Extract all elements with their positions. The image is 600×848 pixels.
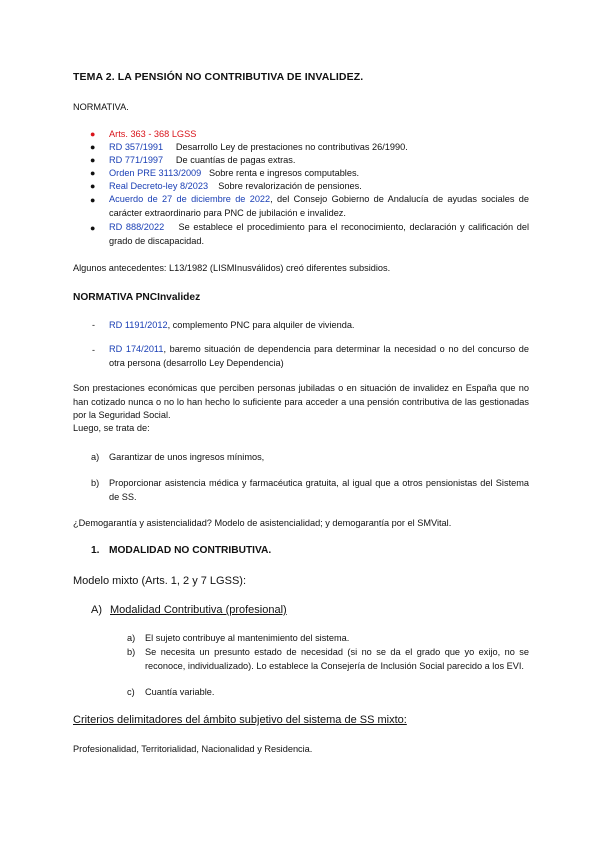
bullet-marker: ● <box>90 195 96 205</box>
bullet-marker: ● <box>90 142 96 152</box>
bullet-text: , del Consejo Gobierno de Andalucía de ayudas sociales de carácter extraordinario para PNC de jubilación e invalidez. <box>109 194 529 218</box>
criterios-list: Profesionalidad, Territorialidad, Nacionalidad y Residencia. <box>73 744 313 754</box>
link-real-decreto-ley-8-2023[interactable]: Real Decreto-ley 8/2023 <box>109 181 209 191</box>
subsection-marker: A) <box>91 604 102 616</box>
sub-marker: c) <box>127 687 135 697</box>
dash-marker: - <box>92 345 95 355</box>
bullet-item <box>109 181 362 191</box>
bullet-text: De cuantías de pagas extras. <box>175 155 296 165</box>
dash-marker: - <box>92 320 95 330</box>
bullet-marker: ● <box>90 181 96 191</box>
sub-marker: b) <box>127 647 136 657</box>
section-title: MODALIDAD NO CONTRIBUTIVA. <box>109 545 272 556</box>
bullet-text: Sobre renta e ingresos computables. <box>208 168 360 178</box>
bullet-marker: ● <box>90 223 96 233</box>
sub-item-a: El sujeto contribuye al mantenimiento del sistema. <box>145 633 350 643</box>
pnc-item <box>109 343 529 370</box>
sub-marker: a) <box>127 633 136 643</box>
pnc-item-text: , baremo situación de dependencia para determinar la necesidad o no del concurso de otra persona (desarrollo Ley Dependencia) <box>109 344 529 368</box>
link-rd-888-2022[interactable]: RD 888/2022 <box>109 222 165 232</box>
link-rd-174-2011[interactable]: RD 174/2011 <box>109 344 164 354</box>
question-text: ¿Demogarantía y asistencialidad? Modelo de asistencialidad; y demogarantía por el SMVital. <box>73 518 452 528</box>
bullet-text: Sobre revalorización de pensiones. <box>218 181 362 191</box>
link-acuerdo-27-diciembre-2022[interactable]: Acuerdo de 27 de diciembre de 2022 <box>109 194 271 204</box>
luego-text: Luego, se trata de: <box>73 423 150 433</box>
bullet-item <box>109 155 295 165</box>
bullet-marker: ● <box>90 168 96 178</box>
antecedentes-text: Algunos antecedentes: L13/1982 (LISMInusválidos) creó diferentes subsidios. <box>73 263 391 273</box>
document-title: TEMA 2. LA PENSIÓN NO CONTRIBUTIVA DE INVALIDEZ. <box>73 71 364 83</box>
bullet-text: Se establece el procedimiento para el reconocimiento, declaración y calificación del grado de discapacidad. <box>109 222 529 246</box>
list-item-b: Proporcionar asistencia médica y farmacéutica gratuita, al igual que a otros pensionistas del Sistema de SS. <box>109 478 529 502</box>
list-item-a: Garantizar de unos ingresos mínimos, <box>109 452 265 462</box>
bullet-item <box>109 221 529 248</box>
link-rd-771-1997[interactable]: RD 771/1997 <box>109 155 164 165</box>
subsection-title: Modalidad Contributiva (profesional) <box>110 604 287 616</box>
link-rd-357-1991[interactable]: RD 357/1991 <box>109 142 164 152</box>
pnc-item-text: , complemento PNC para alquiler de vivienda. <box>167 320 355 330</box>
bullet-item <box>109 168 359 178</box>
normativa-heading: NORMATIVA. <box>73 102 129 112</box>
list-marker: a) <box>91 452 100 462</box>
criterios-heading: Criterios delimitadores del ámbito subjetivo del sistema de SS mixto: <box>73 714 407 726</box>
bullet-item <box>109 142 408 152</box>
section-number: 1. <box>91 545 100 556</box>
sub-item-b: Se necesita un presunto estado de necesidad (si no se da el grado que yo exijo, no se reconoce, individualizado). Lo establece la Consejería de Inclusión Social parecido a los EVI. <box>145 647 529 671</box>
paragraph-prestaciones: Son prestaciones económicas que perciben personas jubiladas o en situación de invalidez en España que no han cotizado nunca o no lo han hecho lo suficiente para acceder a una pensión contributiva de las gestionadas por la Seguridad Social. <box>73 383 529 420</box>
link-rd-1191-2012[interactable]: RD 1191/2012 <box>109 320 168 330</box>
modelo-mixto-text: Modelo mixto (Arts. 1, 2 y 7 LGSS): <box>73 575 247 587</box>
pnc-item <box>109 320 355 330</box>
link-orden-pre-3113-2009[interactable]: Orden PRE 3113/2009 <box>109 168 202 178</box>
bullet-marker: ● <box>90 129 96 139</box>
bullet-text: Desarrollo Ley de prestaciones no contributivas 26/1990. <box>175 142 408 152</box>
pnc-heading: NORMATIVA PNCInvalidez <box>73 292 201 303</box>
bullet-item <box>109 193 529 220</box>
link-arts-lgss[interactable]: Arts. 363 - 368 LGSS <box>109 129 197 139</box>
sub-item-c: Cuantía variable. <box>145 687 215 697</box>
list-marker: b) <box>91 478 100 488</box>
bullet-marker: ● <box>90 155 96 165</box>
